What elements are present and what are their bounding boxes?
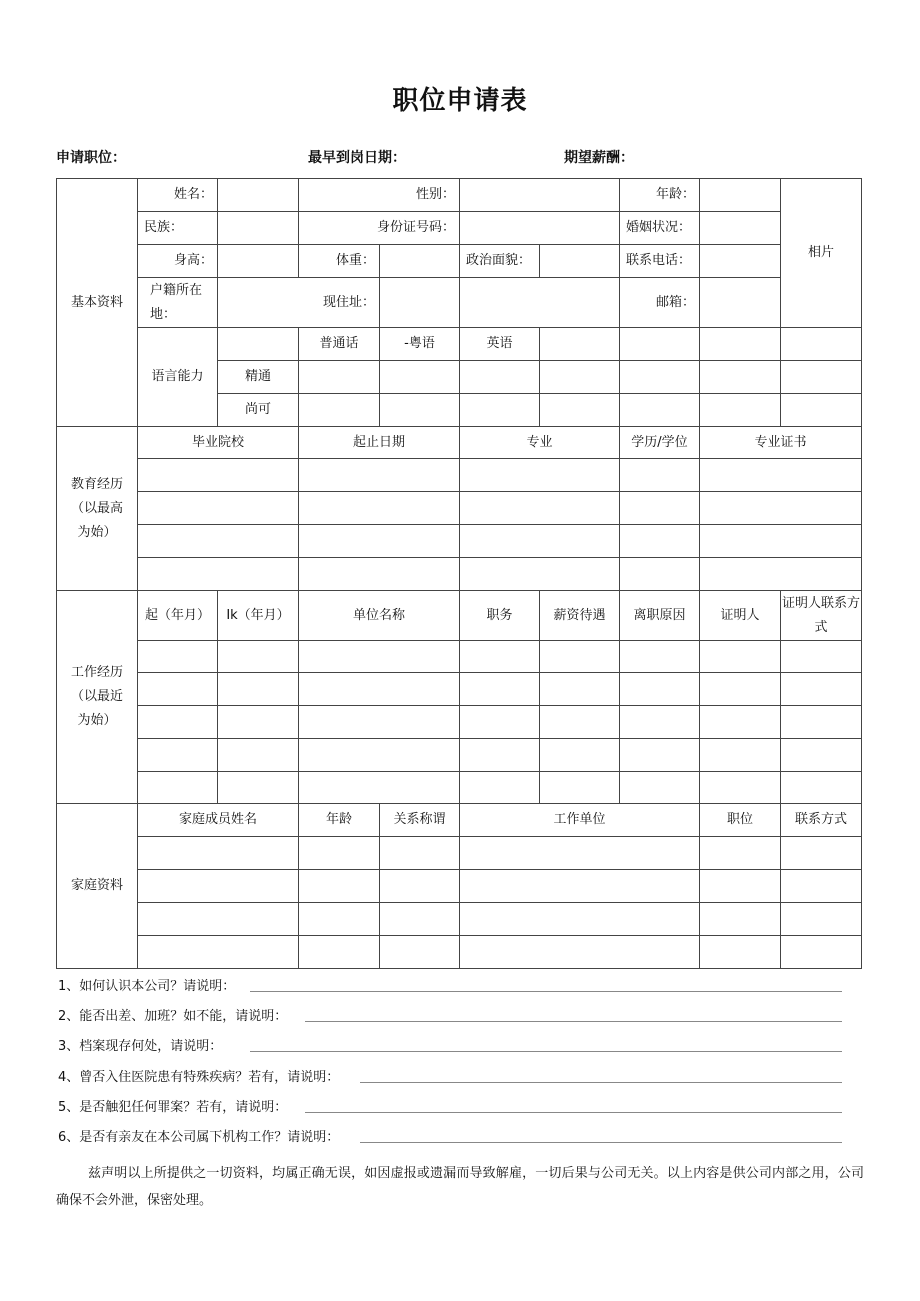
education-col-header: 专业 [526, 434, 553, 450]
education-cell[interactable] [460, 492, 619, 524]
work-cell[interactable] [540, 641, 619, 672]
answer-line-1[interactable] [250, 991, 842, 992]
ethnicity-field[interactable] [218, 212, 298, 244]
address-label: 现住址： [322, 294, 375, 310]
education-cell[interactable] [299, 558, 459, 590]
family-cell[interactable] [460, 870, 699, 902]
family-cell[interactable] [138, 936, 298, 968]
work-cell[interactable] [299, 739, 459, 771]
language-section-label: 语言能力 [151, 369, 204, 384]
work-cell[interactable] [781, 739, 861, 771]
work-cell[interactable] [540, 673, 619, 705]
family-col-header: 联系方式 [794, 812, 847, 827]
id-number-label: 身份证号码： [376, 220, 455, 235]
question-2: 2、能否出差、加班？如不能，请说明： [58, 1009, 288, 1024]
education-cell[interactable] [460, 525, 619, 557]
education-cell[interactable] [299, 459, 459, 491]
education-cell[interactable] [620, 459, 699, 491]
work-cell[interactable] [620, 739, 699, 771]
work-cell[interactable] [620, 673, 699, 705]
education-col-header: 学历/学位 [631, 434, 688, 450]
language-level-label: 尚可 [244, 402, 271, 417]
work-cell[interactable] [620, 706, 699, 738]
gender-field[interactable] [460, 179, 619, 211]
family-cell[interactable] [299, 903, 379, 935]
work-cell[interactable] [218, 739, 298, 771]
work-cell[interactable] [460, 673, 539, 705]
weight-field[interactable] [380, 245, 459, 277]
education-cell[interactable] [460, 558, 619, 590]
education-cell[interactable] [700, 525, 861, 557]
work-cell[interactable] [781, 772, 861, 803]
work-cell[interactable] [299, 641, 459, 672]
work-col-header: 薪资待遇 [553, 607, 606, 623]
education-cell[interactable] [299, 525, 459, 557]
work-cell[interactable] [700, 772, 780, 803]
education-cell[interactable] [620, 492, 699, 524]
family-cell[interactable] [138, 870, 298, 902]
political-label: 政治面貌： [466, 253, 532, 268]
work-cell[interactable] [700, 739, 780, 771]
work-section-label: 工作经历（以最近为始） [70, 665, 123, 728]
work-col-header: 离职原因 [633, 607, 686, 623]
family-cell[interactable] [299, 837, 379, 869]
phone-label: 联系电话： [626, 253, 692, 268]
work-cell[interactable] [138, 673, 217, 705]
question-5: 5、是否触犯任何罪案？若有，请说明： [58, 1100, 288, 1115]
work-cell[interactable] [781, 706, 861, 738]
question-1: 1、如何认识本公司？请说明： [58, 979, 236, 994]
education-cell[interactable] [299, 492, 459, 524]
work-cell[interactable] [700, 641, 780, 672]
answer-line-3[interactable] [250, 1051, 842, 1052]
family-cell[interactable] [700, 837, 780, 869]
work-cell[interactable] [460, 739, 539, 771]
education-cell[interactable] [138, 558, 298, 590]
family-cell[interactable] [781, 870, 861, 902]
family-col-header: 关系称谓 [393, 812, 446, 827]
start-date-label: 最早到岗日期： [308, 150, 406, 166]
work-col-header: 起（年月） [144, 607, 210, 623]
work-cell[interactable] [138, 772, 217, 803]
question-3: 3、档案现存何处，请说明： [58, 1039, 223, 1054]
family-section-label: 家庭资料 [70, 878, 123, 893]
education-cell[interactable] [138, 459, 298, 491]
work-cell[interactable] [218, 706, 298, 738]
education-cell[interactable] [620, 558, 699, 590]
family-cell[interactable] [380, 837, 459, 869]
work-cell[interactable] [700, 673, 780, 705]
work-cell[interactable] [138, 641, 217, 672]
family-cell[interactable] [138, 837, 298, 869]
work-cell[interactable] [218, 641, 298, 672]
language-col-header: 普通话 [319, 336, 359, 351]
family-col-header: 年龄 [325, 812, 352, 827]
education-cell[interactable] [138, 492, 298, 524]
answer-line-2[interactable] [305, 1021, 842, 1022]
work-cell[interactable] [218, 772, 298, 803]
education-cell[interactable] [700, 492, 861, 524]
education-col-header: 毕业院校 [191, 434, 244, 450]
work-cell[interactable] [620, 772, 699, 803]
education-cell[interactable] [700, 459, 861, 491]
education-section-label: 教育经历（以最高为始） [70, 476, 123, 540]
language-level-label: 精通 [244, 369, 271, 384]
name-field[interactable] [218, 179, 298, 211]
answer-line-6[interactable] [360, 1142, 842, 1143]
education-cell[interactable] [620, 525, 699, 557]
work-cell[interactable] [299, 673, 459, 705]
family-cell[interactable] [299, 870, 379, 902]
family-cell[interactable] [460, 903, 699, 935]
position-label: 申请职位： [56, 150, 126, 166]
family-col-header: 职位 [726, 812, 753, 827]
work-cell[interactable] [299, 706, 459, 738]
family-cell[interactable] [380, 903, 459, 935]
family-cell[interactable] [380, 936, 459, 968]
work-cell[interactable] [781, 641, 861, 672]
id-number-field[interactable] [460, 212, 619, 244]
family-cell[interactable] [781, 903, 861, 935]
family-cell[interactable] [299, 936, 379, 968]
table-rule [861, 178, 862, 969]
table-rule [539, 327, 540, 427]
family-cell[interactable] [781, 936, 861, 968]
language-col-header: 英语 [486, 336, 513, 351]
family-cell[interactable] [460, 837, 699, 869]
page-title: 职位申请表 [392, 86, 528, 116]
age-label: 年龄： [655, 187, 695, 202]
ethnicity-label: 民族： [144, 220, 184, 235]
family-cell[interactable] [460, 936, 699, 968]
phone-field[interactable] [700, 245, 780, 277]
family-cell[interactable] [781, 837, 861, 869]
family-cell[interactable] [700, 870, 780, 902]
salary-label: 期望薪酬： [564, 150, 634, 166]
family-cell[interactable] [700, 903, 780, 935]
work-cell[interactable] [460, 641, 539, 672]
hukou-field[interactable] [218, 278, 298, 327]
work-cell[interactable] [781, 673, 861, 705]
work-cell[interactable] [540, 739, 619, 771]
photo-box[interactable]: 相片 [807, 245, 834, 260]
work-cell[interactable] [460, 706, 539, 738]
height-field[interactable] [218, 245, 298, 277]
marital-field[interactable] [700, 212, 780, 244]
family-cell[interactable] [700, 936, 780, 968]
education-cell[interactable] [460, 459, 619, 491]
gender-label: 性别： [415, 187, 455, 202]
work-cell[interactable] [540, 706, 619, 738]
answer-line-5[interactable] [305, 1112, 842, 1113]
education-cell[interactable] [700, 558, 861, 590]
weight-label: 体重： [335, 253, 375, 268]
work-col-header: 单位名称 [352, 607, 405, 623]
work-col-header: Ik（年月） [226, 607, 290, 623]
work-cell[interactable] [620, 641, 699, 672]
height-label: 身高： [173, 253, 213, 268]
education-col-header: 专业证书 [754, 434, 807, 450]
work-cell[interactable] [138, 706, 217, 738]
work-col-header: 证明人联系方式 [781, 595, 860, 635]
address-field[interactable] [380, 278, 619, 327]
marital-label: 婚姻状况： [626, 220, 692, 235]
political-field[interactable] [540, 245, 619, 277]
family-col-header: 家庭成员姓名 [178, 812, 257, 827]
work-cell[interactable] [138, 739, 217, 771]
age-field[interactable] [700, 179, 780, 211]
work-cell[interactable] [700, 706, 780, 738]
answer-line-4[interactable] [360, 1082, 842, 1083]
question-4: 4、曾否入住医院患有特殊疾病？若有，请说明： [58, 1070, 340, 1085]
basic-section-label: 基本资料 [70, 294, 123, 310]
work-cell[interactable] [460, 772, 539, 803]
education-cell[interactable] [138, 525, 298, 557]
work-cell[interactable] [299, 772, 459, 803]
email-label: 邮箱： [655, 294, 695, 310]
table-rule [699, 327, 700, 427]
email-field[interactable] [700, 278, 780, 327]
table-rule [780, 327, 781, 427]
declaration-text: 兹声明以上所提供之一切资料，均属正确无误，如因虚报或遗漏而导致解雇，一切后果与公司无关。以上内容是供公司内部之用，公司确保不会外泄，保密处理。 [56, 1166, 864, 1208]
family-cell[interactable] [138, 903, 298, 935]
family-col-header: 工作单位 [553, 812, 606, 827]
table-rule [619, 327, 620, 427]
work-cell[interactable] [540, 772, 619, 803]
education-col-header: 起止日期 [352, 434, 405, 450]
work-col-header: 职务 [486, 607, 513, 623]
name-label: 姓名： [173, 187, 213, 202]
question-6: 6、是否有亲友在本公司属下机构工作？请说明： [58, 1130, 340, 1145]
hukou-label: 户籍所在地： [150, 282, 203, 322]
language-col-header: -粤语 [404, 336, 435, 351]
family-cell[interactable] [380, 870, 459, 902]
work-col-header: 证明人 [720, 607, 760, 623]
work-cell[interactable] [218, 673, 298, 705]
